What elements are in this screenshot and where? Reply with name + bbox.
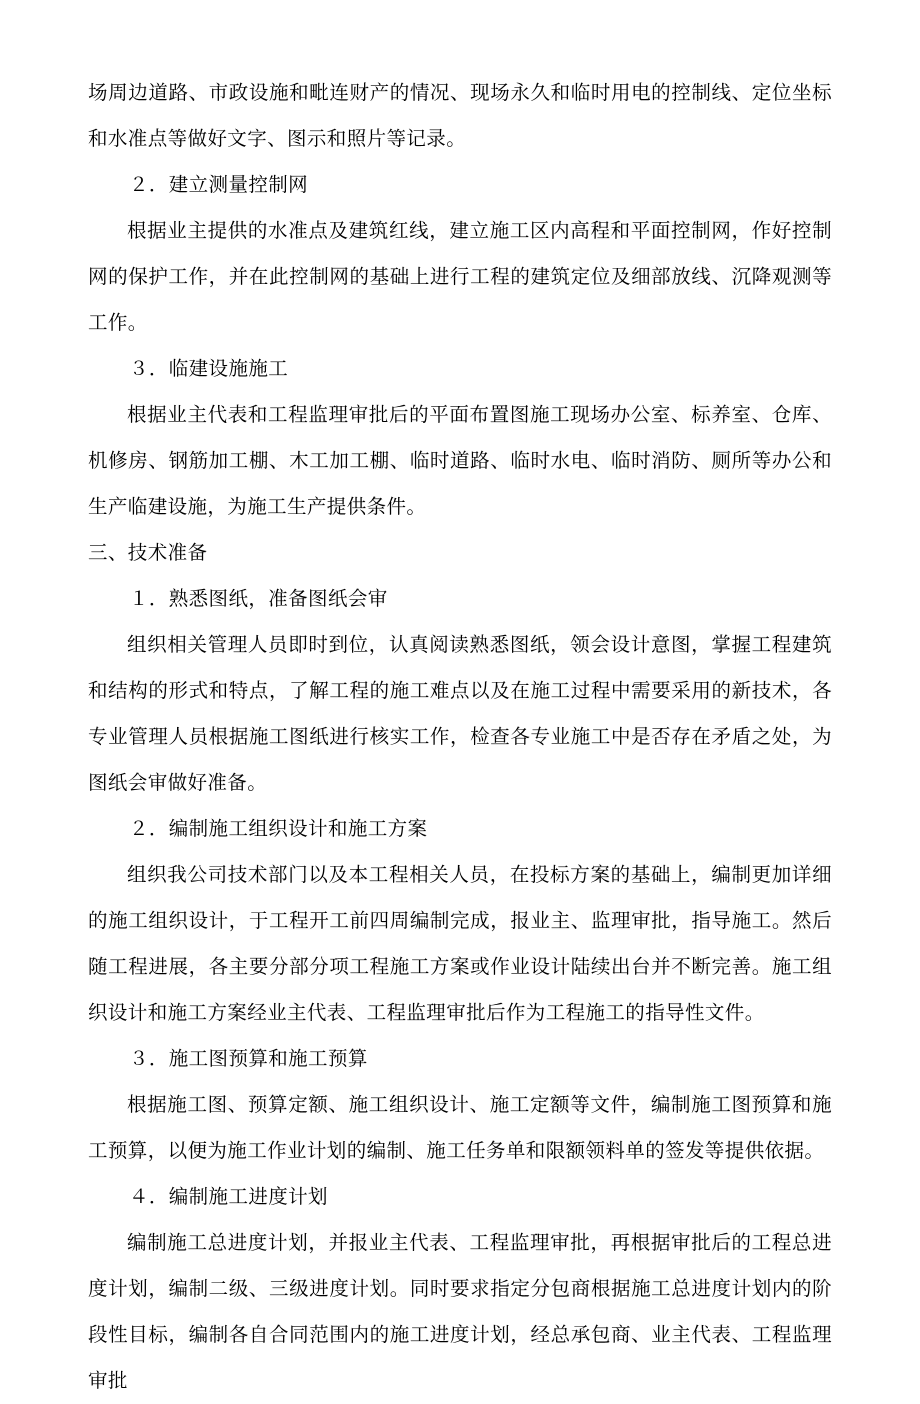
paragraph-p13: ４．编制施工进度计划 xyxy=(128,1185,328,1208)
paragraph-p12: 根据施工图、预算定额、施工组织设计、施工定额等文件，编制施工图预算和施工预算，以便为施工作业计划的编制、施工任务单和限额领料单的签发等提供依据。 xyxy=(88,1093,832,1162)
paragraph-p14: 编制施工总进度计划，并报业主代表、工程监理审批，再根据审批后的工程总进度计划，编制二级、三级进度计划。同时要求指定分包商根据施工总进度计划内的阶段性目标，编制各自合同范围内的施工进度计划，经总承包商、业主代表、工程监理审批 xyxy=(88,1231,832,1392)
paragraph-p2: ２．建立测量控制网 xyxy=(128,173,309,196)
document-body xyxy=(88,70,832,1404)
paragraph-p7: １．熟悉图纸，准备图纸会审 xyxy=(128,587,388,610)
paragraph-p11: ３．施工图预算和施工预算 xyxy=(128,1047,368,1070)
paragraph-p9: ２．编制施工组织设计和施工方案 xyxy=(128,817,428,840)
paragraph-p5: 根据业主代表和工程监理审批后的平面布置图施工现场办公室、标养室、仓库、机修房、钢筋加工棚、木工加工棚、临时道路、临时水电、临时消防、厕所等办公和生产临建设施，为施工生产提供条件。 xyxy=(88,403,832,518)
paragraph-p1: 场周边道路、市政设施和毗连财产的情况、现场永久和临时用电的控制线、定位坐标和水准点等做好文字、图示和照片等记录。 xyxy=(88,81,832,150)
section-heading-technical-preparation: 三、技术准备 xyxy=(88,541,208,564)
paragraph-p10: 组织我公司技术部门以及本工程相关人员，在投标方案的基础上，编制更加详细的施工组织设计，于工程开工前四周编制完成，报业主、监理审批，指导施工。然后随工程进展，各主要分部分项工程施工方案或作业设计陆续出台并不断完善。施工组织设计和施工方案经业主代表、工程监理审批后作为工程施工的指导性文件。 xyxy=(88,863,832,1024)
paragraph-p3: 根据业主提供的水准点及建筑红线，建立施工区内高程和平面控制网，作好控制网的保护工作，并在此控制网的基础上进行工程的建筑定位及细部放线、沉降观测等工作。 xyxy=(88,219,832,334)
paragraph-p8: 组织相关管理人员即时到位，认真阅读熟悉图纸，领会设计意图，掌握工程建筑和结构的形式和特点，了解工程的施工难点以及在施工过程中需要采用的新技术，各专业管理人员根据施工图纸进行核实工作，检查各专业施工中是否存在矛盾之处，为图纸会审做好准备。 xyxy=(88,633,832,794)
paragraph-p4: ３．临建设施施工 xyxy=(128,357,289,380)
